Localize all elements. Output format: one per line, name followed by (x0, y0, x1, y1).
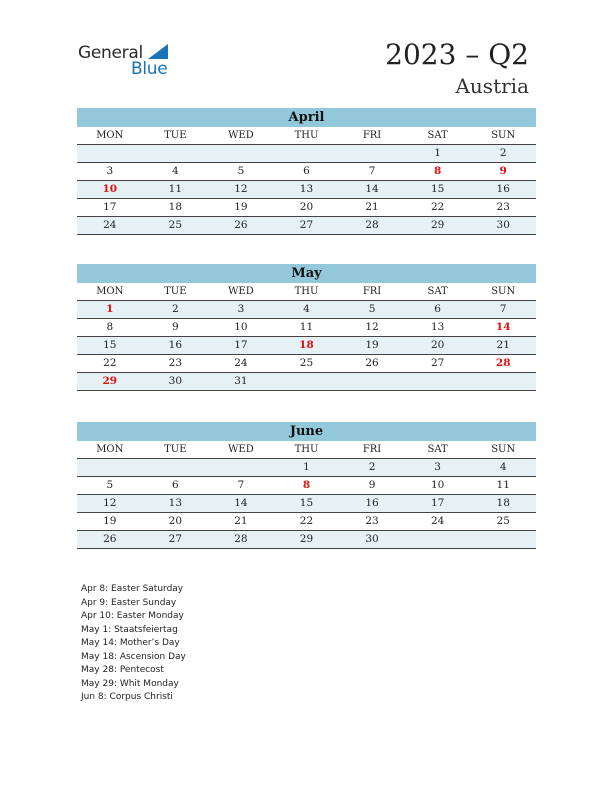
day-cell: 26 (77, 531, 143, 549)
day-cell: 8 (274, 477, 340, 495)
weekday-header: SUN (470, 127, 536, 145)
weekday-header: FRI (339, 127, 405, 145)
day-cell: 28 (470, 355, 536, 373)
day-cell: 24 (208, 355, 274, 373)
holiday-note: Apr 9: Easter Sunday (81, 597, 177, 608)
day-cell: 26 (339, 355, 405, 373)
day-cell: 3 (208, 301, 274, 319)
weekday-header: SUN (470, 441, 536, 459)
day-cell: 25 (143, 217, 209, 235)
holiday-note: May 18: Ascension Day (81, 651, 186, 662)
day-cell: 17 (208, 337, 274, 355)
calendar-grid (77, 283, 536, 391)
month-name: May (77, 264, 536, 283)
day-cell: 15 (405, 181, 471, 199)
weekday-header: WED (208, 441, 274, 459)
day-cell: 20 (143, 513, 209, 531)
day-cell: 15 (274, 495, 340, 513)
day-cell: 13 (405, 319, 471, 337)
weekday-header: FRI (339, 283, 405, 301)
day-cell: 26 (208, 217, 274, 235)
day-cell: 21 (339, 199, 405, 217)
day-cell: 18 (274, 337, 340, 355)
day-cell: 12 (208, 181, 274, 199)
day-cell: 24 (405, 513, 471, 531)
empty-day-cell (77, 459, 143, 477)
day-cell: 1 (77, 301, 143, 319)
day-cell: 14 (208, 495, 274, 513)
day-cell: 22 (405, 199, 471, 217)
day-cell: 9 (143, 319, 209, 337)
day-cell: 3 (77, 163, 143, 181)
day-cell: 3 (405, 459, 471, 477)
empty-day-cell (208, 145, 274, 163)
day-cell: 8 (405, 163, 471, 181)
day-cell: 23 (470, 199, 536, 217)
day-cell: 19 (339, 337, 405, 355)
day-cell: 2 (143, 301, 209, 319)
month-may (77, 264, 536, 391)
weekday-header: SAT (405, 283, 471, 301)
day-cell: 23 (339, 513, 405, 531)
day-cell: 19 (208, 199, 274, 217)
day-cell: 7 (470, 301, 536, 319)
day-cell: 20 (274, 199, 340, 217)
day-cell: 18 (470, 495, 536, 513)
day-cell: 14 (470, 319, 536, 337)
day-cell: 9 (339, 477, 405, 495)
day-cell: 27 (143, 531, 209, 549)
calendar-grid (77, 441, 536, 549)
month-name: June (77, 422, 536, 441)
empty-day-cell (143, 145, 209, 163)
day-cell: 2 (339, 459, 405, 477)
day-cell: 13 (143, 495, 209, 513)
country-name: Austria (455, 74, 529, 98)
weekday-header: TUE (143, 127, 209, 145)
day-cell: 8 (77, 319, 143, 337)
day-cell: 14 (339, 181, 405, 199)
day-cell: 31 (208, 373, 274, 391)
day-cell: 16 (339, 495, 405, 513)
day-cell: 5 (77, 477, 143, 495)
holiday-note: May 1: Staatsfeiertag (81, 624, 178, 635)
weekday-header: THU (274, 127, 340, 145)
holiday-note: May 14: Mother’s Day (81, 638, 180, 648)
day-cell: 1 (405, 145, 471, 163)
day-cell: 11 (470, 477, 536, 495)
logo (78, 40, 178, 80)
weekday-header: MON (77, 283, 143, 301)
day-cell: 6 (143, 477, 209, 495)
day-cell: 16 (143, 337, 209, 355)
month-april (77, 108, 536, 235)
day-cell: 25 (274, 355, 340, 373)
day-cell: 20 (405, 337, 471, 355)
day-cell: 21 (208, 513, 274, 531)
day-cell: 30 (470, 217, 536, 235)
day-cell: 5 (339, 301, 405, 319)
weekday-header: WED (208, 283, 274, 301)
weekday-header: WED (208, 127, 274, 145)
day-cell: 11 (143, 181, 209, 199)
empty-day-cell (339, 373, 405, 391)
day-cell: 30 (143, 373, 209, 391)
day-cell: 1 (274, 459, 340, 477)
logo-triangle-icon (148, 44, 168, 59)
day-cell: 21 (470, 337, 536, 355)
empty-day-cell (77, 145, 143, 163)
weekday-header: SAT (405, 441, 471, 459)
day-cell: 22 (274, 513, 340, 531)
day-cell: 9 (470, 163, 536, 181)
weekday-header: TUE (143, 283, 209, 301)
empty-day-cell (405, 373, 471, 391)
weekday-header: SAT (405, 127, 471, 145)
day-cell: 7 (339, 163, 405, 181)
day-cell: 10 (405, 477, 471, 495)
day-cell: 24 (77, 217, 143, 235)
holiday-note: Apr 10: Easter Monday (81, 611, 184, 621)
day-cell: 6 (405, 301, 471, 319)
weekday-header: THU (274, 441, 340, 459)
calendar-grid (77, 127, 536, 235)
day-cell: 10 (208, 319, 274, 337)
day-cell: 12 (77, 495, 143, 513)
page-title: 2023 – Q2 (385, 38, 529, 71)
day-cell: 5 (208, 163, 274, 181)
empty-day-cell (274, 373, 340, 391)
month-june (77, 422, 536, 549)
empty-day-cell (470, 531, 536, 549)
empty-day-cell (405, 531, 471, 549)
day-cell: 29 (274, 531, 340, 549)
day-cell: 27 (405, 355, 471, 373)
holiday-note: May 29: Whit Monday (81, 678, 179, 689)
holiday-notes (81, 583, 186, 705)
weekday-header: MON (77, 441, 143, 459)
day-cell: 27 (274, 217, 340, 235)
day-cell: 23 (143, 355, 209, 373)
day-cell: 13 (274, 181, 340, 199)
day-cell: 4 (143, 163, 209, 181)
day-cell: 30 (339, 531, 405, 549)
empty-day-cell (339, 145, 405, 163)
day-cell: 4 (274, 301, 340, 319)
weekday-header: SUN (470, 283, 536, 301)
day-cell: 11 (274, 319, 340, 337)
day-cell: 12 (339, 319, 405, 337)
day-cell: 18 (143, 199, 209, 217)
day-cell: 4 (470, 459, 536, 477)
day-cell: 28 (208, 531, 274, 549)
day-cell: 6 (274, 163, 340, 181)
day-cell: 29 (77, 373, 143, 391)
weekday-header: MON (77, 127, 143, 145)
weekday-header: FRI (339, 441, 405, 459)
month-name: April (77, 108, 536, 127)
day-cell: 17 (405, 495, 471, 513)
empty-day-cell (208, 459, 274, 477)
day-cell: 15 (77, 337, 143, 355)
empty-day-cell (470, 373, 536, 391)
logo-word-general: General (78, 43, 143, 63)
day-cell: 25 (470, 513, 536, 531)
holiday-note: Jun 8: Corpus Christi (81, 692, 173, 702)
day-cell: 10 (77, 181, 143, 199)
weekday-header: THU (274, 283, 340, 301)
empty-day-cell (143, 459, 209, 477)
day-cell: 19 (77, 513, 143, 531)
day-cell: 22 (77, 355, 143, 373)
weekday-header: TUE (143, 441, 209, 459)
day-cell: 16 (470, 181, 536, 199)
logo-word-blue: Blue (131, 59, 168, 79)
holiday-note: Apr 8: Easter Saturday (81, 584, 184, 594)
day-cell: 28 (339, 217, 405, 235)
day-cell: 7 (208, 477, 274, 495)
day-cell: 17 (77, 199, 143, 217)
empty-day-cell (274, 145, 340, 163)
day-cell: 2 (470, 145, 536, 163)
day-cell: 29 (405, 217, 471, 235)
holiday-note: May 28: Pentecost (81, 665, 164, 675)
